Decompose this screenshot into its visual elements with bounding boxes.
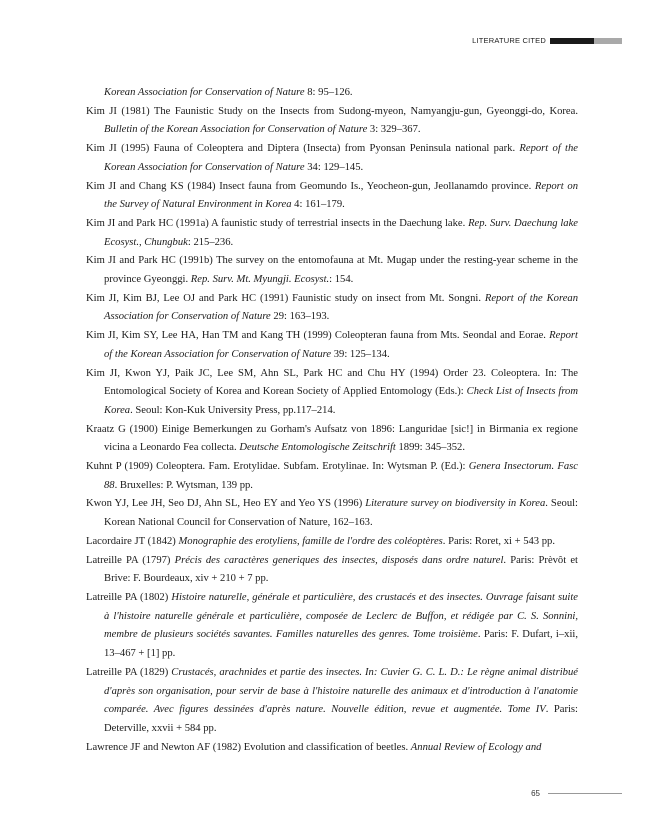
reference-text: . Paris: Roret, xi + 543 pp. bbox=[442, 535, 555, 547]
page-number: 65 bbox=[531, 789, 540, 798]
reference-entry bbox=[86, 215, 578, 252]
reference-text: Kim JI and Park HC (1991b) The survey on the entomofauna at Mt. Mugap under the resting-year scheme in the province Gyeonggi. bbox=[86, 255, 578, 286]
reference-text: Latreille PA (1802) bbox=[86, 591, 172, 603]
reference-italic-text: Report of the Korean Association for Conservation of Nature bbox=[104, 292, 578, 323]
reference-text: Kim JI (1995) Fauna of Coleoptera and Diptera (Insecta) from Pyonsan Peninsula national park. bbox=[86, 143, 520, 155]
reference-text: . Seoul: Korean National Council for Conservation of Nature, 162–163. bbox=[104, 498, 579, 529]
reference-text: Kim JI and Chang KS (1984) Insect fauna from Geomundo Is., Yeocheon-gun, Jeollanamdo province. bbox=[86, 180, 535, 192]
footer-rule bbox=[548, 793, 622, 794]
reference-entry bbox=[86, 84, 578, 103]
reference-italic-text: Histoire naturelle, générale et particulière, des crustacés et des insectes. Ouvrage faisant suite à l'histoire naturelle générale et particulière, composée de Leclerc de Buffon, et rédigée par C. S. Sonnini, membre de plusieurs sociétés savantes. Familles naturelles des genres. Tome troisième bbox=[104, 591, 578, 641]
reference-text: 34: 129–145. bbox=[304, 161, 364, 173]
reference-entry bbox=[86, 103, 578, 140]
reference-text: . Bruxelles: P. Wytsman, 139 pp. bbox=[114, 479, 253, 491]
reference-text: . Paris: Prèvôt et Brive: F. Bourdeaux, xiv + 210 + 7 pp. bbox=[104, 554, 578, 585]
reference-entry bbox=[86, 290, 578, 327]
reference-text: 29: 163–193. bbox=[270, 311, 330, 323]
reference-italic-text: Korean Association for Conservation of Nature bbox=[104, 87, 305, 98]
reference-entry bbox=[86, 664, 578, 739]
reference-text: Kim JI and Park HC (1991a) A faunistic study of terrestrial insects in the Daechung lake. bbox=[86, 217, 469, 229]
reference-italic-text: Report of the Korean Association for Conservation of Nature bbox=[104, 330, 578, 360]
reference-entry bbox=[86, 140, 578, 177]
reference-text: Kuhnt P (1909) Coleoptera. Fam. Erotylidae. Subfam. Erotylinae. In: Wytsman P. (Ed.): bbox=[86, 461, 469, 473]
reference-text: 3: 329–367. bbox=[367, 124, 421, 136]
reference-text: 39: 125–134. bbox=[331, 348, 390, 360]
reference-text: : 215–236. bbox=[187, 236, 234, 248]
reference-italic-text: Précis des caractères generiques des insectes, disposés dans ordre naturel bbox=[174, 554, 504, 566]
reference-entry bbox=[86, 552, 578, 589]
running-header bbox=[472, 36, 622, 46]
reference-text: 8: 95–126. bbox=[304, 87, 353, 98]
reference-italic-text: Rep. Surv. Daechung lake Ecosyst., Chungbuk bbox=[104, 217, 579, 248]
reference-text: Lawrence JF and Newton AF (1982) Evolution and classification of beetles. bbox=[86, 741, 411, 753]
reference-entry bbox=[86, 178, 578, 215]
header-bar-dark bbox=[550, 38, 594, 44]
reference-text: Kim JI, Kim BJ, Lee OJ and Park HC (1991) Faunistic study on insect from Mt. Songni. bbox=[86, 292, 485, 304]
reference-italic-text: Report of the Korean Association for Conservation of Nature bbox=[104, 143, 579, 173]
reference-italic-text: Rep. Surv. Mt. Myungji. Ecosyst. bbox=[190, 274, 330, 286]
reference-entry bbox=[86, 421, 578, 458]
running-title: LITERATURE CITED bbox=[472, 36, 546, 45]
reference-entry bbox=[86, 252, 578, 289]
reference-entry bbox=[86, 589, 578, 664]
reference-text: Kraatz G (1900) Einige Bemerkungen zu Gorham's Aufsatz von 1896: Languridae [sic!] in Birmania ex regione vicina a Leonardo Fea collecta. bbox=[86, 423, 578, 454]
reference-text: : 154. bbox=[329, 274, 354, 286]
reference-text: Kim JI, Kwon YJ, Paik JC, Lee SM, Ahn SL, Park HC and Chu HY (1994) Order 23. Coleoptera. In: The Entomological Society of Korea and Korean Society of Applied Entomology (Eds.): bbox=[86, 367, 578, 398]
reference-entry bbox=[86, 495, 578, 532]
reference-text: Kwon YJ, Lee JH, Seo DJ, Ahn SL, Heo EY and Yeo YS (1996) bbox=[86, 498, 366, 510]
reference-entry bbox=[86, 533, 578, 552]
reference-italic-text: Crustacés, arachnides et partie des insectes. In: Cuvier G. C. L. D.: Le règne animal distribué d'après son organisation, pour servir de base à l'histoire naturelle des animaux et d'introduction à l'anatomie comparée. Avec figures dessinées d'après nature. Nouvelle édition, revue et augmentée. Tome IV bbox=[104, 666, 578, 716]
reference-italic-text: Check List of Insects from Korea bbox=[104, 386, 578, 416]
reference-text: . Paris: Deterville, xxvii + 584 pp. bbox=[104, 704, 578, 734]
reference-text: Latreille PA (1829) bbox=[86, 666, 172, 678]
reference-list bbox=[86, 84, 578, 757]
reference-entry bbox=[86, 458, 578, 495]
reference-italic-text: Monographie des erotyliens, famille de l'ordre des coléoptères bbox=[178, 535, 443, 547]
reference-entry bbox=[86, 365, 578, 421]
reference-italic-text: Report on the Survey of Natural Environment in Korea bbox=[104, 180, 578, 211]
reference-text: . Seoul: Kon-Kuk University Press, pp.117–214. bbox=[130, 404, 336, 416]
reference-italic-text: Literature survey on biodiversity in Korea bbox=[365, 498, 546, 510]
reference-italic-text: Deutsche Entomologische Zeitschrift bbox=[239, 442, 396, 454]
reference-text: 4: 161–179. bbox=[291, 199, 345, 211]
reference-text: . Paris: F. Dufart, i–xii, 13–467 + [1] pp. bbox=[104, 629, 579, 660]
reference-text: Lacordaire JT (1842) bbox=[86, 535, 179, 547]
reference-text: Kim JI, Kim SY, Lee HA, Han TM and Kang TH (1999) Coleopteran fauna from Mts. Seondal and Eorae. bbox=[86, 330, 550, 342]
reference-italic-text: Genera Insectorum. Fasc 88 bbox=[104, 461, 578, 491]
reference-italic-text: Bulletin of the Korean Association for Conservation of Nature bbox=[104, 124, 368, 136]
reference-text: Kim JI (1981) The Faunistic Study on the Insects from Sudong-myeon, Namyangju-gun, Gyeonggi-do, Korea. bbox=[86, 105, 578, 117]
reference-text: 1899: 345–352. bbox=[395, 442, 465, 454]
page-footer bbox=[531, 789, 622, 798]
reference-text: Latreille PA (1797) bbox=[86, 554, 175, 566]
header-bar-light bbox=[594, 38, 622, 44]
reference-entry bbox=[86, 739, 578, 758]
reference-entry bbox=[86, 327, 578, 364]
reference-italic-text: Annual Review of Ecology and bbox=[410, 741, 542, 753]
